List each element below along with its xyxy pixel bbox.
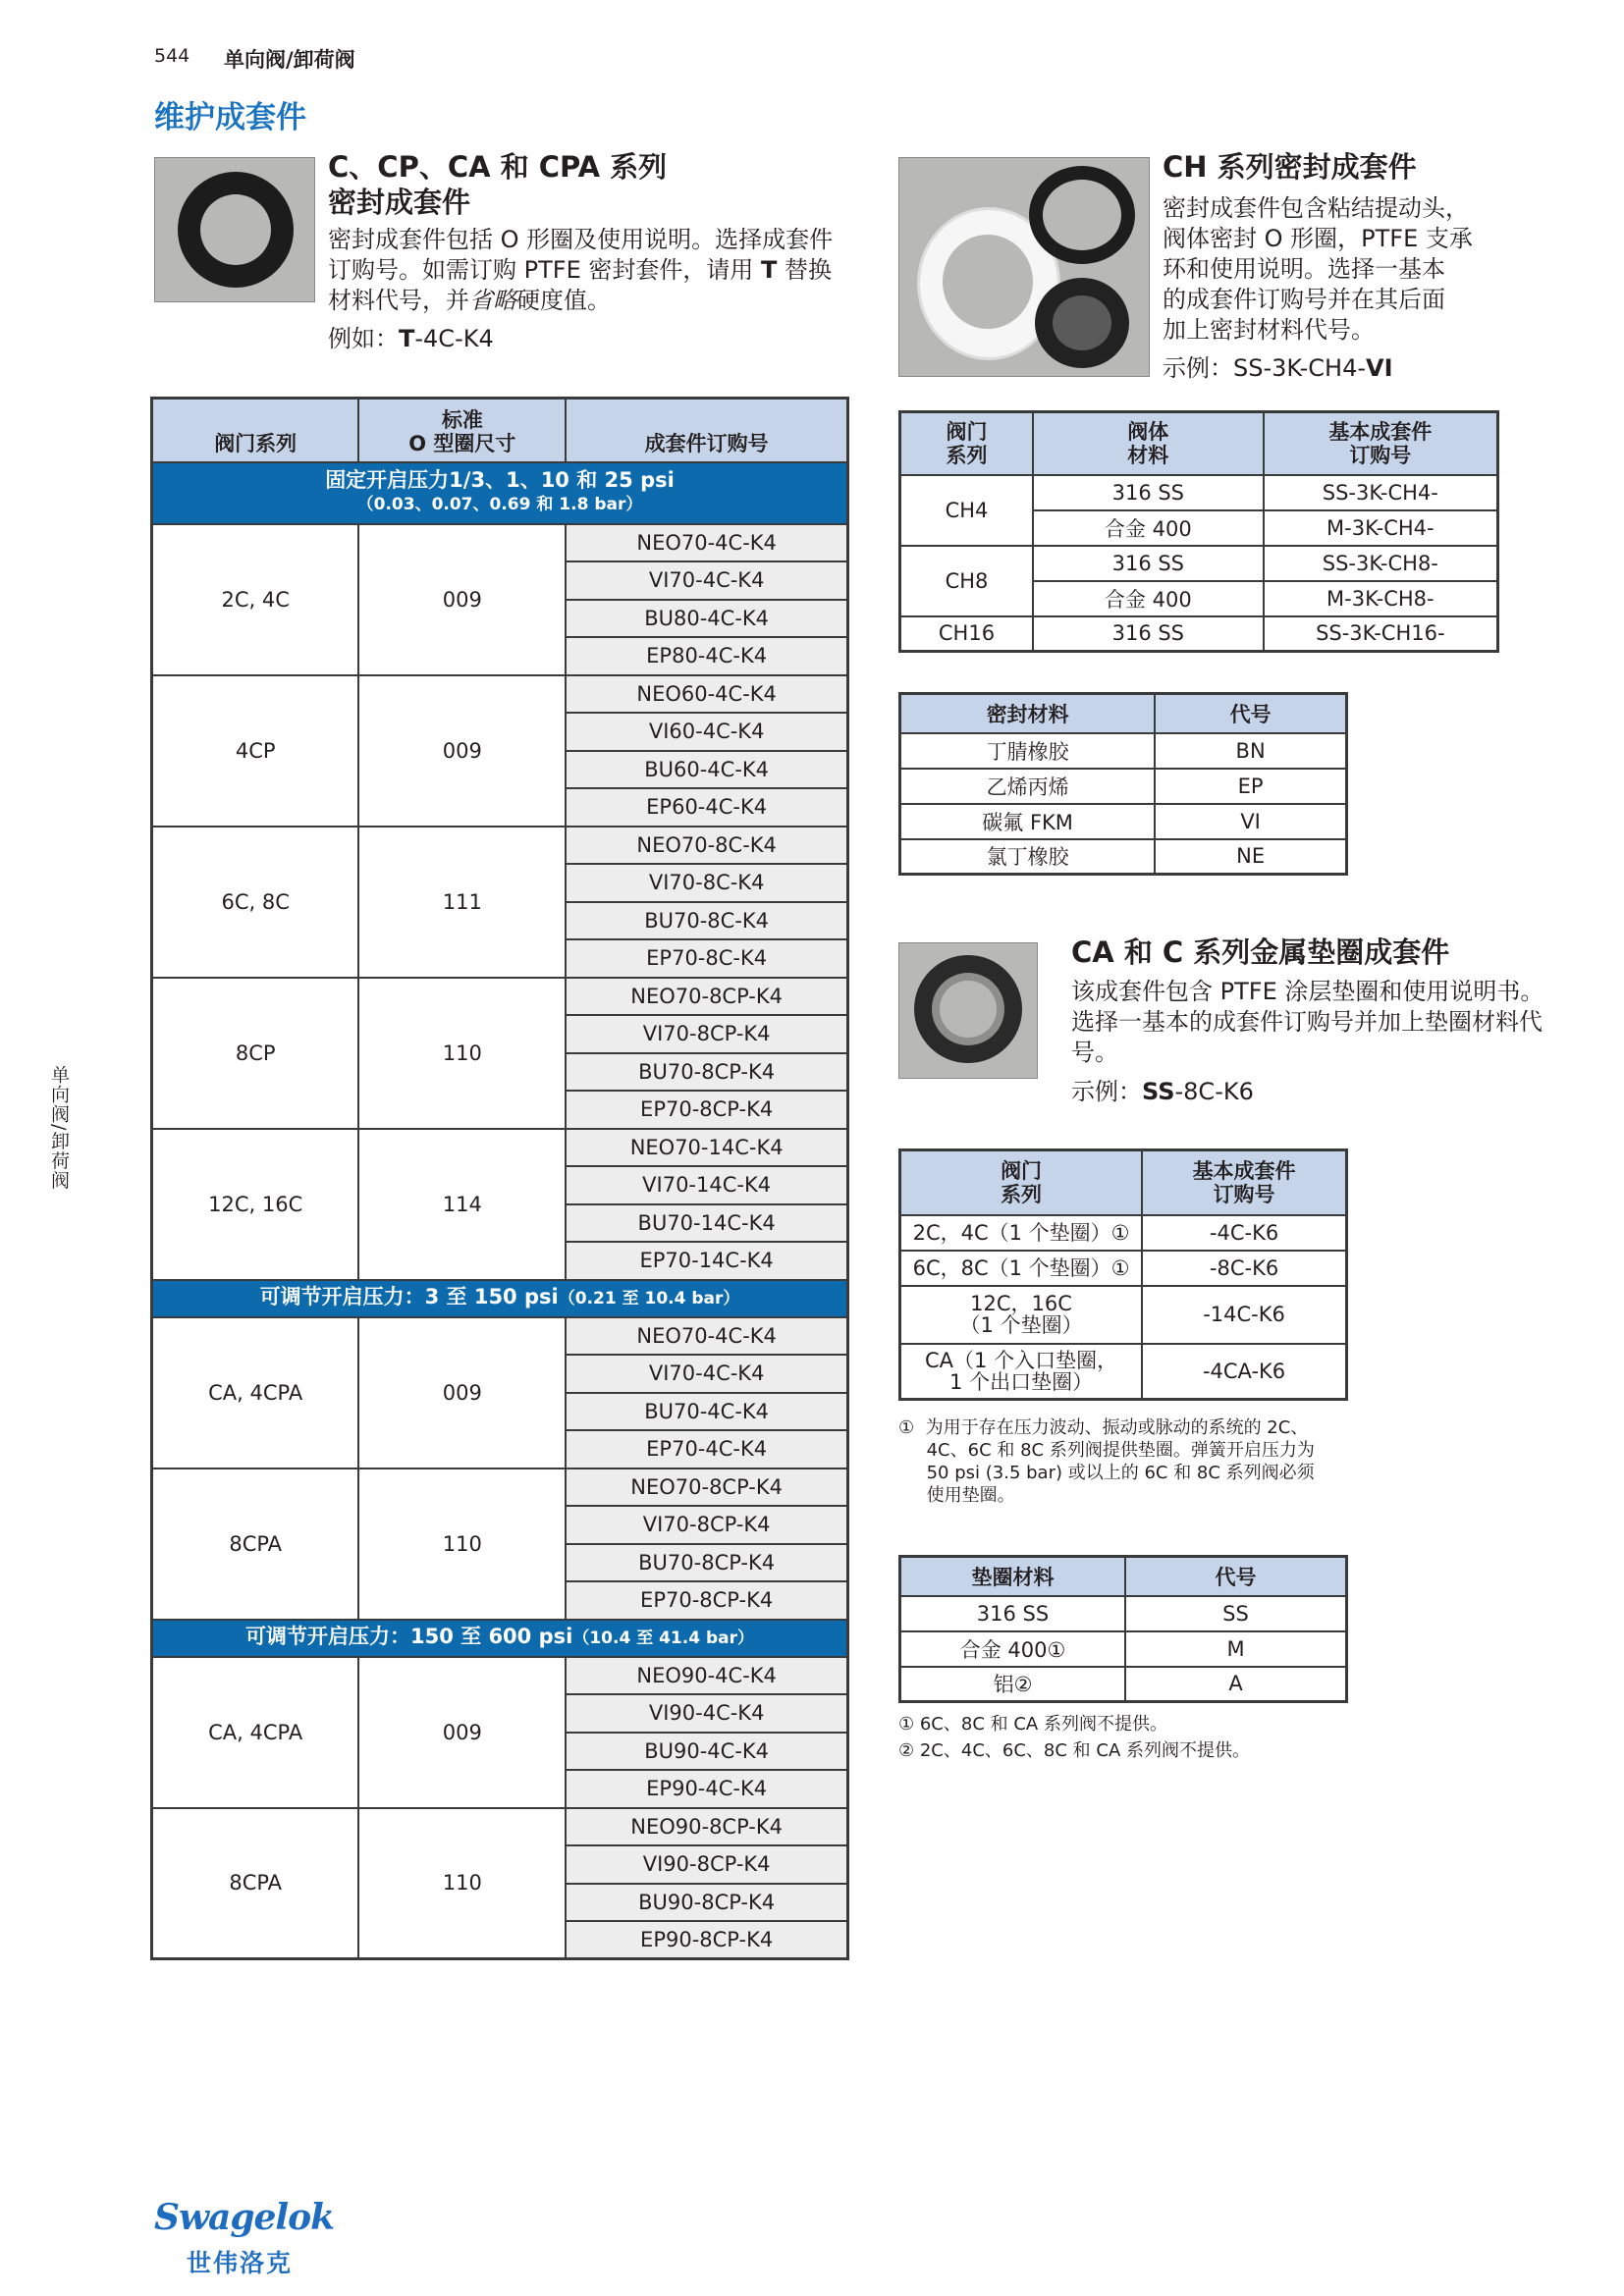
valve-series-cell: CA, 4CPA <box>152 1657 359 1808</box>
code-cell: SS <box>1125 1596 1347 1631</box>
body-material-cell: 316 SS <box>1033 546 1264 581</box>
oring-size-cell: 111 <box>358 827 566 978</box>
valve-series-cell: 2C, 4C <box>152 524 359 675</box>
pressure-band-row <box>152 1620 848 1657</box>
table-row <box>900 769 1347 804</box>
ca-series-title: CA 和 C 系列金属垫圈成套件 <box>1071 935 1450 969</box>
ca-series-example: 示例：SS-8C-K6 <box>1071 1078 1254 1105</box>
code-cell: VI <box>1155 804 1346 839</box>
kit-number-cell: EP70-4C-K4 <box>566 1430 847 1468</box>
kit-number-cell: NEO70-14C-K4 <box>566 1129 847 1167</box>
pressure-band: 可调节开启压力：150 至 600 psi（10.4 至 41.4 bar） <box>152 1620 848 1657</box>
valve-series-cell: 8CPA <box>152 1468 359 1620</box>
valve-series-cell: 8CP <box>152 978 359 1129</box>
kit-number-cell: EP60-4C-K4 <box>566 788 847 827</box>
ca-header-1: 基本成套件 订购号 <box>1142 1150 1346 1215</box>
oring-size-cell: 114 <box>358 1129 566 1280</box>
oring-size-cell: 110 <box>358 1468 566 1620</box>
kit-number-cell: BU90-8CP-K4 <box>566 1884 847 1922</box>
ca-header-0: 阀门 系列 <box>900 1150 1143 1215</box>
valve-series-cell: CH8 <box>900 546 1033 616</box>
kit-number-cell: M-3K-CH4- <box>1264 510 1498 546</box>
body-material-cell: 316 SS <box>1033 616 1264 652</box>
valve-series-cell: 4CP <box>152 675 359 827</box>
kit-number-cell: NEO70-8C-K4 <box>566 827 847 865</box>
table-row <box>900 804 1347 839</box>
kit-number-cell: VI70-14C-K4 <box>566 1166 847 1204</box>
table-header-row <box>900 1557 1347 1596</box>
table-row <box>152 827 848 865</box>
kit-number-cell: EP70-8C-K4 <box>566 939 847 978</box>
kit-number-cell: VI70-4C-K4 <box>566 1355 847 1393</box>
material-cell: 316 SS <box>900 1596 1126 1631</box>
o-ring-photo <box>154 157 315 302</box>
ch-header-2: 基本成套件 订购号 <box>1264 412 1498 475</box>
table-row <box>900 1631 1347 1667</box>
kit-number-cell: SS-3K-CH16- <box>1264 616 1498 652</box>
kit-number-cell: -4CA-K6 <box>1142 1344 1346 1400</box>
kit-number-cell: NEO90-8CP-K4 <box>566 1808 847 1846</box>
oring-size-cell: 009 <box>358 1317 566 1468</box>
code-cell: M <box>1125 1631 1347 1667</box>
code-cell: A <box>1125 1667 1347 1702</box>
kit-number-cell: EP90-8CP-K4 <box>566 1921 847 1959</box>
code-cell: BN <box>1155 733 1346 769</box>
kit-number-cell: VI70-4C-K4 <box>566 561 847 600</box>
table-row <box>152 1317 848 1356</box>
kit-number-cell: EP70-8CP-K4 <box>566 1581 847 1620</box>
table-row <box>900 733 1347 769</box>
table-row <box>900 1596 1347 1631</box>
gasket-material-table <box>898 1555 1348 1703</box>
kit-number-cell: EP80-4C-K4 <box>566 637 847 675</box>
kit-number-cell: SS-3K-CH4- <box>1264 475 1498 510</box>
ch-series-description: 密封成套件包含粘结提动头， 阀体密封 O 形圈，PTFE 支承 环和使用说明。选择一基本 的成套件订购号并在其后面 加上密封材料代号。 <box>1163 194 1473 344</box>
material-cell: 乙烯丙烯 <box>900 769 1156 804</box>
page-title: 维护成套件 <box>154 100 306 135</box>
table-row <box>152 1657 848 1695</box>
kit-number-cell: VI60-4C-K4 <box>566 713 847 751</box>
kit-number-cell: NEO70-8CP-K4 <box>566 978 847 1016</box>
kit-number-cell: BU80-4C-K4 <box>566 600 847 638</box>
table-row <box>900 1344 1347 1400</box>
kit-number-cell: BU70-4C-K4 <box>566 1393 847 1431</box>
kit-number-cell: -8C-K6 <box>1142 1251 1346 1286</box>
valve-series-cell: 2C，4C（1 个垫圈）① <box>900 1215 1143 1251</box>
kit-number-cell: BU70-8CP-K4 <box>566 1544 847 1582</box>
kit-number-cell: VI90-8CP-K4 <box>566 1845 847 1884</box>
table-row <box>900 839 1347 875</box>
oring-size-cell: 110 <box>358 1808 566 1959</box>
valve-series-cell: 6C，8C（1 个垫圈）① <box>900 1251 1143 1286</box>
swagelok-logo: Swagelok <box>154 2197 335 2238</box>
valve-series-cell: CH4 <box>900 475 1033 546</box>
ca-kit-table <box>898 1148 1348 1401</box>
table-header-row <box>900 694 1347 733</box>
material-cell: 合金 400① <box>900 1631 1126 1667</box>
ch-series-example: 示例：SS-3K-CH4-VI <box>1163 354 1393 382</box>
table-row <box>900 616 1498 652</box>
ca-series-description: 该成套件包含 PTFE 涂层垫圈和使用说明书。 选择一基本的成套件订购号并加上垫圈材料代 号。 <box>1071 978 1544 1066</box>
table-row <box>900 1667 1347 1702</box>
valve-series-cell: 8CPA <box>152 1808 359 1959</box>
kit-number-cell: EP90-4C-K4 <box>566 1770 847 1808</box>
table-row <box>900 1286 1347 1344</box>
seal-material-table <box>898 692 1348 876</box>
material-cell: 氯丁橡胶 <box>900 839 1156 875</box>
ch-series-title: CH 系列密封成套件 <box>1163 150 1417 184</box>
table-header-row <box>900 1150 1347 1215</box>
header-kit-number: 成套件订购号 <box>566 399 847 462</box>
body-material-cell: 合金 400 <box>1033 510 1264 546</box>
body-material-cell: 316 SS <box>1033 475 1264 510</box>
kit-number-cell: NEO60-4C-K4 <box>566 675 847 714</box>
table-row <box>152 1808 848 1846</box>
ch-header-1: 阀体 材料 <box>1033 412 1264 475</box>
valve-series-cell: CA, 4CPA <box>152 1317 359 1468</box>
oring-size-cell: 009 <box>358 524 566 675</box>
valve-series-cell: CA（1 个入口垫圈， 1 个出口垫圈） <box>900 1344 1143 1400</box>
material-cell: 铝② <box>900 1667 1126 1702</box>
table-row <box>900 475 1498 510</box>
kit-number-cell: BU60-4C-K4 <box>566 751 847 789</box>
table-row <box>152 1468 848 1507</box>
kit-number-cell: NEO70-4C-K4 <box>566 524 847 562</box>
c-series-description: 密封成套件包括 O 形圈及使用说明。选择成套件 订购号。如需订购 PTFE 密封套件，请用 T 替换 材料代号，并省略硬度值。 <box>328 226 834 314</box>
oring-size-cell: 009 <box>358 1657 566 1808</box>
material-cell: 碳氟 FKM <box>900 804 1156 839</box>
kit-number-cell: -4C-K6 <box>1142 1215 1346 1251</box>
kit-number-cell: VI70-8C-K4 <box>566 864 847 902</box>
kit-number-cell: BU70-8CP-K4 <box>566 1053 847 1092</box>
c-series-kit-table <box>150 397 849 1960</box>
section-name: 单向阀/卸荷阀 <box>224 48 355 72</box>
kit-number-cell: -14C-K6 <box>1142 1286 1346 1344</box>
kit-number-cell: EP70-8CP-K4 <box>566 1091 847 1129</box>
pressure-band-row <box>152 462 848 524</box>
ch-kit-photo <box>898 157 1150 377</box>
table-header-row <box>900 412 1498 475</box>
table-row <box>152 978 848 1016</box>
kit-number-cell: VI90-4C-K4 <box>566 1694 847 1733</box>
kit-number-cell: SS-3K-CH8- <box>1264 546 1498 581</box>
kit-number-cell: BU70-14C-K4 <box>566 1204 847 1243</box>
kit-number-cell: BU90-4C-K4 <box>566 1733 847 1771</box>
material-cell: 丁腈橡胶 <box>900 733 1156 769</box>
kit-number-cell: NEO90-4C-K4 <box>566 1657 847 1695</box>
oring-size-cell: 110 <box>358 978 566 1129</box>
pressure-band: 可调节开启压力：3 至 150 psi（0.21 至 10.4 bar） <box>152 1280 848 1317</box>
kit-number-cell: VI70-8CP-K4 <box>566 1506 847 1544</box>
gasket-notes: ① 6C、8C 和 CA 系列阀不提供。 ② 2C、4C、6C、8C 和 CA 系列阀不提供。 <box>898 1714 1250 1761</box>
header-cell: 垫圈材料 <box>900 1557 1126 1596</box>
code-cell: EP <box>1155 769 1346 804</box>
table-row <box>152 524 848 562</box>
header-cell: 代号 <box>1125 1557 1347 1596</box>
table-row <box>900 546 1498 581</box>
kit-number-cell: BU70-8C-K4 <box>566 902 847 940</box>
table-row <box>152 675 848 714</box>
ch-header-0: 阀门 系列 <box>900 412 1033 475</box>
c-series-title: C、CP、CA 和 CPA 系列 密封成套件 <box>328 150 668 219</box>
oring-size-cell: 009 <box>358 675 566 827</box>
pressure-band: 固定开启压力1/3、1、10 和 25 psi （0.03、0.07、0.69 和 1.8 bar） <box>152 462 848 524</box>
valve-series-cell: 6C, 8C <box>152 827 359 978</box>
code-cell: NE <box>1155 839 1346 875</box>
header-cell: 代号 <box>1155 694 1346 733</box>
kit-number-cell: M-3K-CH8- <box>1264 581 1498 616</box>
valve-series-cell: CH16 <box>900 616 1033 652</box>
valve-series-cell: 12C，16C （1 个垫圈） <box>900 1286 1143 1344</box>
table-row <box>152 1129 848 1167</box>
gasket-photo <box>898 942 1038 1079</box>
kit-number-cell: EP70-14C-K4 <box>566 1242 847 1280</box>
header-series: 阀门系列 <box>152 399 359 462</box>
kit-number-cell: VI70-8CP-K4 <box>566 1015 847 1053</box>
header-cell: 密封材料 <box>900 694 1156 733</box>
table-row <box>900 1251 1347 1286</box>
ca-footnote: ① 为用于存在压力波动、振动或脉动的系统的 2C、 4C、6C 和 8C 系列阀提供垫圈。弹簧开启压力为 50 psi (3.5 bar) 或以上的 6C 和 8C 系列阀必须 使用垫圈。 <box>898 1417 1315 1506</box>
valve-series-cell: 12C, 16C <box>152 1129 359 1280</box>
c-series-example: 例如：T-4C-K4 <box>328 325 494 352</box>
kit-number-cell: NEO70-4C-K4 <box>566 1317 847 1356</box>
page-number: 544 <box>154 45 190 67</box>
pressure-band-row <box>152 1280 848 1317</box>
header-oring-size: 标准 O 型圈尺寸 <box>358 399 566 462</box>
ch-kit-table <box>898 410 1499 653</box>
table-header-row <box>152 399 848 462</box>
kit-number-cell: NEO70-8CP-K4 <box>566 1468 847 1507</box>
side-tab: 单向阀/卸荷阀 <box>48 1065 70 1191</box>
swagelok-logo-cn: 世伟洛克 <box>187 2249 294 2277</box>
body-material-cell: 合金 400 <box>1033 581 1264 616</box>
table-row <box>900 1215 1347 1251</box>
